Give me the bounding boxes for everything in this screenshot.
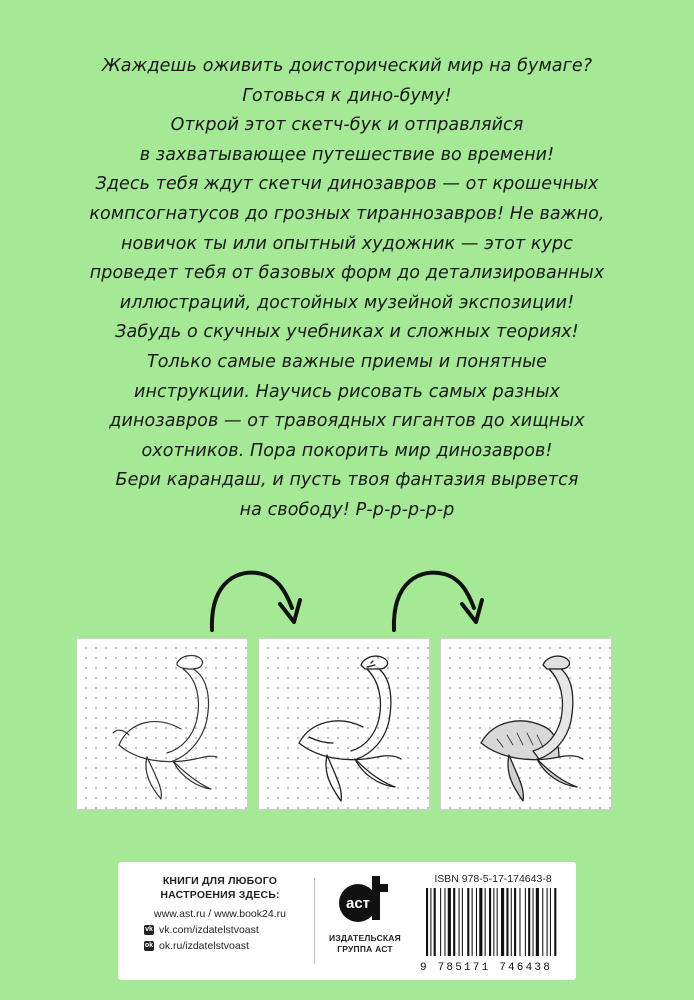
barcode-bar	[467, 888, 469, 956]
barcode-bar	[489, 888, 491, 956]
barcode-bar	[472, 888, 473, 956]
barcode-bar	[536, 888, 539, 956]
footer-heading	[136, 874, 304, 902]
footer-heading-line: КНИГИ ДЛЯ ЛЮБОГО	[162, 875, 278, 887]
barcode-bar	[497, 888, 498, 956]
ast-logo	[324, 872, 406, 955]
blurb-line: иллюстраций, достойных музейной экспозиции!	[119, 292, 575, 313]
blurb-line: Жаждешь оживить доисторический мир на бумаге?	[101, 56, 593, 76]
ast-logo-text: аст	[345, 895, 371, 912]
barcode-bar	[550, 888, 551, 956]
blurb-line: на свободу! Р-р-р-р-р-р	[239, 499, 455, 520]
blurb-line: компсогнатусов до грозных тираннозавров! Не важно,	[89, 203, 605, 224]
publisher-footer	[118, 862, 576, 980]
publisher-name	[324, 933, 406, 955]
sketch-step-1	[76, 638, 248, 810]
barcode-block	[418, 872, 568, 974]
blurb-line: динозавров — от травоядных гигантов до хищных	[109, 411, 585, 432]
vk-icon: vk	[145, 926, 153, 933]
vk-link[interactable]	[144, 922, 304, 938]
footer-divider	[314, 878, 315, 964]
blurb-line: новичок ты или опытный художник — этот курс	[121, 233, 573, 254]
barcode-bar	[440, 888, 441, 956]
ast-logo-mark	[336, 872, 394, 926]
blurb-line: Открой этот скетч-бук и отправляйся	[170, 115, 524, 136]
curved-arrow-icon	[200, 560, 310, 636]
publisher-name-line: ИЗДАТЕЛЬСКАЯ	[329, 933, 401, 943]
blurb-line: Только самые важные приемы и понятные	[146, 351, 548, 372]
barcode-bar	[434, 888, 436, 956]
barcode-bar	[462, 888, 463, 956]
barcode-bar	[501, 888, 504, 956]
vk-link-text: vk.com/izdatelstvoast	[159, 924, 259, 936]
barcode-bar	[525, 888, 526, 956]
footer-links	[136, 874, 304, 954]
footer-heading-line: НАСТРОЕНИЯ ЗДЕСЬ:	[160, 889, 280, 901]
plesiosaur-outline-sketch	[77, 639, 247, 809]
website-links[interactable]: www.ast.ru / www.book24.ru	[154, 908, 286, 920]
barcode-bar	[479, 888, 482, 956]
barcode-bar	[459, 888, 460, 956]
barcode-bar	[426, 888, 428, 956]
ok-link[interactable]	[144, 938, 304, 954]
barcode-bar	[533, 888, 534, 956]
barcode-bar	[493, 888, 494, 956]
blurb-line: проведет тебя от базовых форм до детализированных	[89, 263, 605, 284]
blurb-line: Забудь о скучных учебниках и сложных теориях!	[115, 322, 579, 343]
blurb-line: Здесь тебя ждут скетчи динозавров — от крошечных	[95, 174, 599, 195]
barcode-bar	[514, 888, 516, 956]
barcode-bar	[542, 888, 543, 956]
ean-digits: 9 785171 746438	[420, 962, 553, 974]
blurb-line: инструкции. Научись рисовать самых разных	[134, 381, 560, 402]
barcode	[418, 886, 568, 958]
barcode-bar	[485, 888, 486, 956]
barcode-bar	[448, 888, 451, 956]
sketch-step-3	[440, 638, 612, 810]
isbn-number: ISBN 978-5-17-174643-8	[434, 873, 552, 885]
barcode-bar	[444, 888, 445, 956]
barcode-bar	[528, 888, 530, 956]
barcode-bar	[554, 888, 556, 956]
barcode-bar	[453, 888, 455, 956]
barcode-bar	[430, 888, 431, 956]
back-cover-blurb	[40, 52, 654, 526]
blurb-line: в захватывающее путешествие во времени!	[139, 144, 555, 165]
barcode-bar	[511, 888, 512, 956]
publisher-name-line: ГРУППА АСТ	[337, 944, 393, 954]
barcode-bar	[506, 888, 508, 956]
curved-arrow-icon	[382, 560, 492, 636]
sketch-step-2	[258, 638, 430, 810]
plesiosaur-refined-sketch	[259, 639, 429, 809]
ok-link-text: ok.ru/izdatelstvoast	[159, 940, 249, 952]
barcode-bar	[547, 888, 548, 956]
barcode-bar	[476, 888, 477, 956]
plesiosaur-shaded-sketch	[441, 639, 611, 809]
ok-icon: ok	[144, 942, 154, 949]
drawing-steps	[0, 560, 694, 820]
barcode-bar	[519, 888, 520, 956]
blurb-line: Бери карандаш, и пусть твоя фантазия вырвется	[115, 470, 579, 491]
blurb-line: Готовься к дино-буму!	[242, 85, 452, 106]
blurb-line: охотников. Пора покорить мир динозавров!	[141, 440, 553, 461]
